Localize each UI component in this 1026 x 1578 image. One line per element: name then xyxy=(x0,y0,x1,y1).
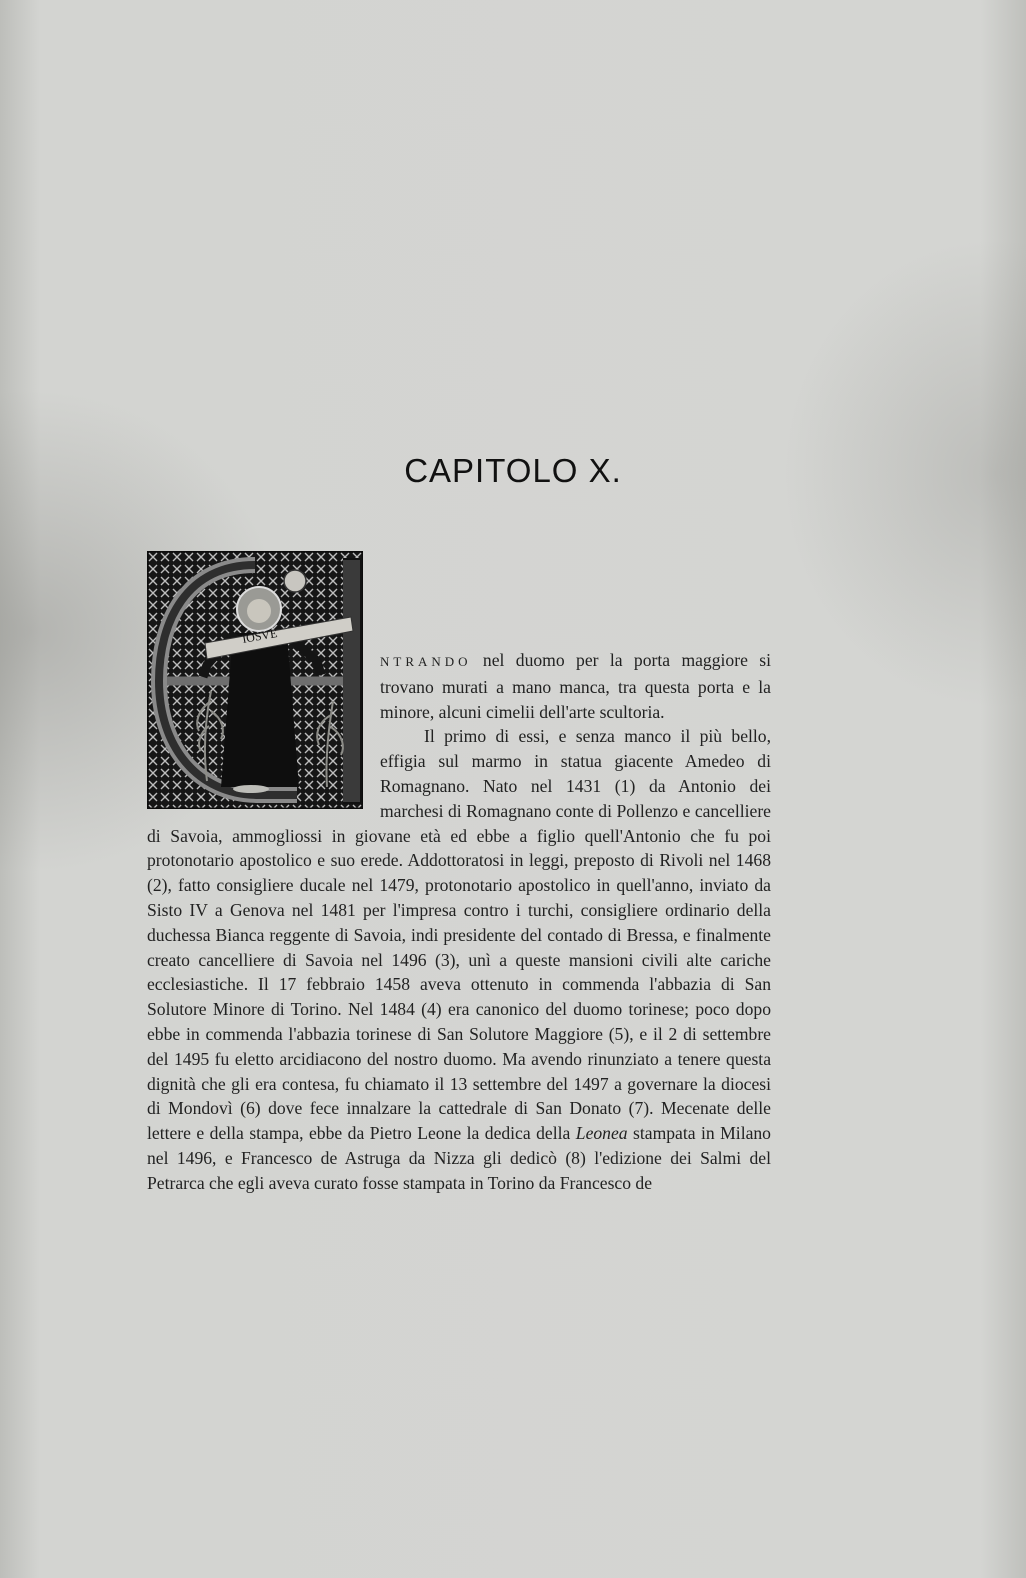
chapter-title: CAPITOLO X. xyxy=(404,452,622,489)
body-text xyxy=(147,648,771,1196)
book-title-leonea: Leonea xyxy=(575,1123,628,1144)
paragraph-2-part-2: stampata in Milano nel 1496, e Francesco de Astruga da Nizza gli dedicò (8) l'edizione dei Salmi del Petrarca che egli aveva curato fosse stampata in Torino da Francesco de xyxy=(147,1123,771,1193)
paragraph-2-part-1: Il primo di essi, e senza manco il più bello, effigia sul marmo in statua giacente Amedeo di Romagnano. Nato nel 1431 (1) da Antonio dei marchesi di Romagnano conte di Pollenzo e cancelliere di Savoia, ammogliossi in giovane età ed ebbe a figlio quell'Antonio che fu poi protonotario apostolico e suo erede. Addottoratosi in leggi, preposto di Rivoli nel 1468 (2), fatto consigliere ducale nel 1479, protonotario apostolico in quell'anno, inviato da Sisto IV a Genova nel 1481 per l'impresa contro i turchi, consigliere ordinario della duchessa Bianca reggente di Savoia, indi presidente del contado di Bressa, e finalmente creato cancelliere di Savoia nel 1496 (3), unì a queste mansioni civili alte cariche ecclesiastiche. Il 17 febbraio 1458 aveva ottenuto in commenda l'abbazia di San Solutore Minore di Torino. Nel 1484 (4) era canonico del duomo torinese; poco dopo ebbe in commenda l'abbazia torinese di San Solutore Maggiore (5), e il 2 di settembre del 1495 fu eletto arcidiacono del nostro duomo. Ma avendo rinunziato a tenere questa dignità che gli era contesa, fu chiamato il 13 settembre del 1497 a governare la diocesi di Mondovì (6) dove fece innalzare la cattedrale di San Donato (7). Mecenate delle lettere e della stampa, ebbe da Pietro Leone la dedica della xyxy=(147,726,771,1144)
initial-banner-text: IOSVE xyxy=(241,626,279,646)
opening-word: NTRANDO xyxy=(380,654,472,669)
initial-float-space xyxy=(147,648,380,808)
paragraph-1-text: nel duomo per la porta maggiore si trovano murati a mano manca, tra questa porta e la minore, alcuni cimelii dell'arte scultoria. xyxy=(380,650,771,722)
